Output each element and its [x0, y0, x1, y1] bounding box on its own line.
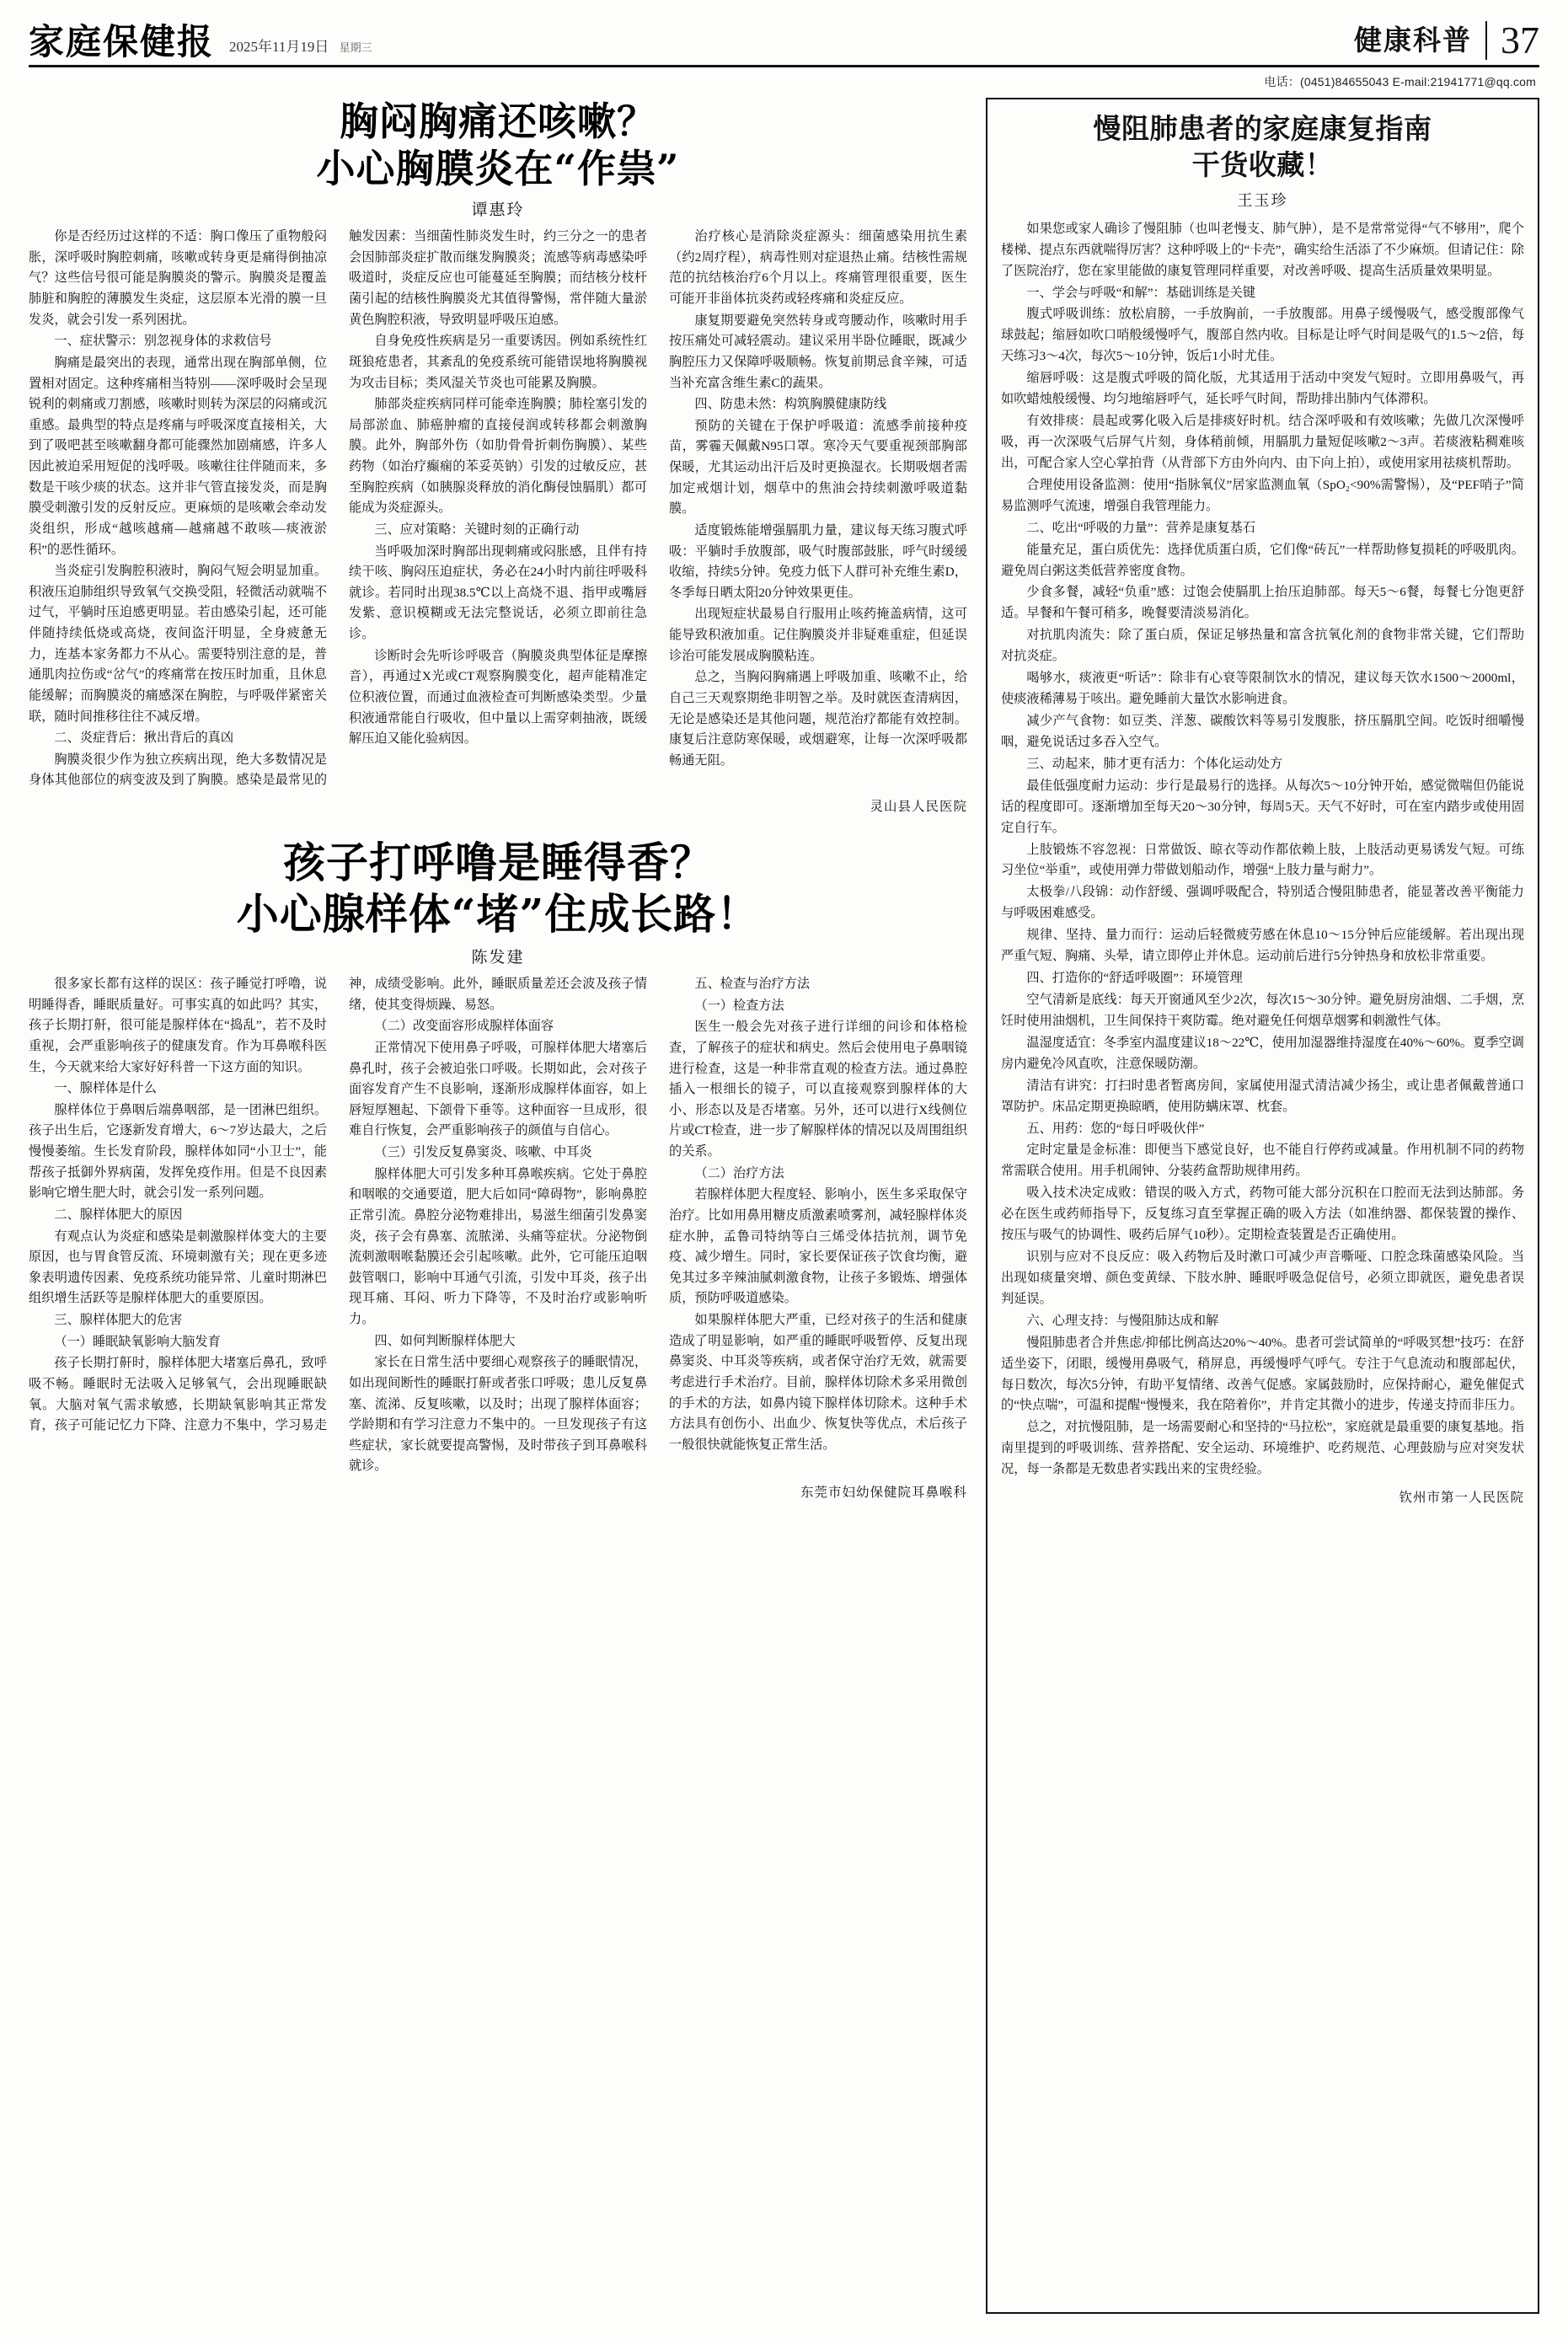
article1-para: 总之，当胸闷胸痛遇上呼吸加重、咳嗽不止，给自己三天观察期绝非明智之举。及时就医查清病因，无论是感染还是其他问题，规范治疗都能有效控制。康复后注意防寒保暖，或烟避寒，让每一次深呼吸都畅通无阻。: [669, 670, 967, 768]
sidebar-para: 最佳低强度耐力运动：步行是最易行的选择。从每次5～10分钟开始，感觉微喘但仍能说话的程度即可。逐渐增加至每天20～30分钟，每周5天。天气不好时，可在室内踏步或使用固定自行车。: [1001, 778, 1524, 835]
article1-para: 胸痛是最突出的表现，通常出现在胸部单侧，位置相对固定。这种疼痛相当特别——深呼吸时会呈现锐利的刺痛或刀割感，咳嗽时则转为深层的闷痛或沉重感。最典型的特点是疼痛与呼吸深度直接相关，大到了吸吧甚至咳嗽翻身都可能骤然加剧痛感，许多人因此被迫采用短促的浅呼吸。咳嗽往往伴随而来，多数是干咳少痰的状态。这并非气管直接发炎，而是胸膜受刺激引发的反射反应。更麻烦的是咳嗽会牵动发炎组织，形成“越咳越痛—越痛越不敢咳—痰液淤积”的恶性循环。: [29, 355, 327, 557]
article2-title-line2: 小心腺样体“堵”住成长路！: [236, 889, 760, 940]
sidebar-title-line1: 慢阻肺患者的家庭康复指南: [1093, 112, 1432, 145]
article2-para: （二）改变面容形成腺样体面容: [374, 1019, 554, 1034]
sidebar-para: 太极拳/八段锦：动作舒缓、强调呼吸配合，特别适合慢阻肺患者，能显著改善平衡能力与呼吸困难感受。: [1001, 885, 1524, 921]
sidebar-para: 总之，对抗慢阻肺，是一场需要耐心和坚持的“马拉松”，家庭就是最重要的康复基地。指南里提到的呼吸训练、营养搭配、安全运动、环境维护、吃药规范、心理鼓励与应对突发状况，每一条都是无数患者实践出来的宝贵经验。: [1001, 1420, 1524, 1477]
article1-source: 灵山县人民医院: [870, 800, 967, 815]
article2-para: 家长在日常生活中要细心观察孩子的睡眠情况，如出现间断性的睡眠打鼾或者张口呼吸；患儿反复鼻塞、流涕、反复咳嗽，以及时；出现了腺样体面容；学龄期和有学习注意力不集中的。一旦发现孩子有这些症状，家长就要提高警惕，及时带孩子到耳鼻喉科就诊。: [349, 1355, 647, 1474]
sidebar-para: 定时定量是金标准：即便当下感觉良好，也不能自行停药或减量。作用机制不同的药物常需联合使用。用手机闹钟、分装药盒帮助规律用药。: [1001, 1143, 1524, 1179]
article2-para: （一）检查方法: [694, 998, 784, 1013]
paper-name: 家庭保健报: [29, 21, 215, 62]
article1-byline: 谭惠玲: [471, 201, 525, 220]
sidebar-para: 识别与应对不良反应：吸入药物后及时漱口可减少声音嘶哑、口腔念珠菌感染风险。当出现如痰量突增、颜色变黄绿、下肢水肿、睡眠呼吸急促信号，必须立即就医，避免患者误判延误。: [1001, 1250, 1524, 1306]
article2-para: 孩子长期打鼾时，腺样体肥大堵塞后鼻孔，致呼吸不畅。睡眠时无法吸入足够氧气，会出现睡眠缺氧。大脑对氧气需求敏感，长期缺氧影响其正常发育，孩子可能记忆力下降、注意力不集中，学习易走神，成绩受影响。此外，睡眠质量差还会波及孩子情绪，使其变得烦躁、易怒。: [29, 977, 647, 1433]
article2-para: （三）引发反复鼻窦炎、咳嗽、中耳炎: [374, 1145, 592, 1160]
publish-date-text: 2025年11月19日: [229, 39, 329, 55]
sidebar-headline: [1001, 111, 1524, 184]
sidebar-para: 规律、坚持、量力而行：运动后轻微疲劳感在休息10～15分钟后应能缓解。若出现出现严重气短、胸痛、头晕，请立即停止并休息。运动前后进行5分钟热身和放松非常重要。: [1001, 928, 1524, 964]
publish-date: [229, 35, 372, 60]
sidebar-byline: 王玉珍: [1237, 191, 1288, 209]
article1-para: 康复期要避免突然转身或弯腰动作，咳嗽时用手按压痛处可减轻震动。建议采用半卧位睡眠，既减少胸腔压力又保障呼吸顺畅。恢复前期忌食辛辣，可适当补充富含维生素C的蔬果。: [669, 313, 967, 390]
article2-para: 若腺样体肥大程度轻、影响小，医生多采取保守治疗。比如用鼻用糖皮质激素喷雾剂，减轻腺样体炎症水肿，孟鲁司特纳等白三烯受体拮抗剂，调节免疫、减少增生。同时，家长要保证孩子饮食均衡，避免其过多辛辣油腻刺激食物，让孩子多锻炼、增强体质，预防呼吸道感染。: [669, 1187, 967, 1306]
sidebar-para: 对抗肌肉流失：除了蛋白质，保证足够热量和富含抗氧化剂的食物非常关键，它们帮助对抗炎症。: [1001, 628, 1524, 664]
article1-para: 当呼吸加深时胸部出现刺痛或闷胀感，且伴有持续干咳、胸闷压迫症状，务必在24小时内前往呼吸科就诊。若同时出现38.5℃以上高烧不退、指甲或嘴唇发紫、意识模糊或无法完整说话，必须立即前往急诊。: [349, 543, 647, 642]
article2-title-line1: 孩子打呼噜是睡得香？: [283, 838, 713, 888]
article2-body: [29, 974, 967, 1477]
article2-para: 正常情况下使用鼻子呼吸，可腺样体肥大堵塞后鼻孔时，孩子会被迫张口呼吸。长期如此，会对孩子面容发育产生不良影响，逐渐形成腺样体面容，如上唇短厚翘起、下颌骨下垂等。这种面容一旦成形，很难自行恢复，会严重影响孩子的颜值与自信心。: [349, 1040, 647, 1138]
article2-para: （一）睡眠缺氧影响大脑发育: [54, 1334, 221, 1349]
article2-para: 医生一般会先对孩子进行详细的问诊和体格检查，了解孩子的症状和病史。然后会使用电子鼻咽镜进行检查，这是一种非常直观的检查方法。通过鼻腔插入一根细长的镜子，可以直接观察到腺样体的大小、形态以及是否堵塞。另外，还可以进行X线侧位片或CT检查，进一步了解腺样体的情况以及周围组织的关系。: [669, 1020, 967, 1159]
sidebar-boxed-article: [986, 98, 1539, 2314]
article1-title-line1: 胸闷胸痛还咳嗽？: [340, 99, 656, 144]
article-adenoid: [29, 837, 967, 1501]
article1-para: 预防的关键在于保护呼吸道：流感季前接种疫苗，雾霾天佩戴N95口罩。寒冷天气要重视颈部胸部保暖，尤其运动出汗后及时更换湿衣。长期吸烟者需加定戒烟计划，烟草中的焦油会持续刺激呼吸道黏膜。: [669, 418, 967, 517]
article1-para: 自身免疫性疾病是另一重要诱因。例如系统性红斑狼疮患者，其紊乱的免疫系统可能错误地将胸膜视为攻击目标；类风湿关节炎也可能累及胸膜。: [349, 334, 647, 390]
sidebar-para: 慢阻肺患者合并焦虑/抑郁比例高达20%～40%。患者可尝试简单的“呼吸冥想”技巧：在舒适坐姿下，闭眼，缓慢用鼻吸气，稍屏息，再缓慢呼气呼气。专注于气息流动和腹部起伏，每日数次，每次5分钟，有助平复情绪、改善气促感。家属鼓励时，应保持耐心，避免催促式的“快点喘”，可温和提醒“慢慢来，我在陪着你”，并肯定其微小的进步，传递支持而非压力。: [1001, 1335, 1524, 1413]
article1-para: 肺部炎症疾病同样可能牵连胸膜；肺栓塞引发的局部淤血、肺癌肿瘤的直接侵润或转移都会刺激胸膜。此外，胸部外伤（如肋骨骨折刺伤胸膜）、某些药物（如治疗癫痫的苯妥英钠）引发的过敏反应，甚至胸腔疾病（如胰腺炎释放的消化酶侵蚀膈肌）都可能成为炎症源头。: [349, 397, 647, 516]
sidebar-para: 如果您或家人确诊了慢阻肺（也叫老慢支、肺气肿），是不是常常觉得“气不够用”，爬个楼梯、提点东西就喘得厉害？这种呼吸上的“卡壳”，确实给生活添了不少麻烦。但请记住：除了医院治疗，您在家里能做的康复管理同样重要，对改善呼吸、提高生活质量效果明显。: [1001, 221, 1524, 278]
sidebar-para: 三、动起来，肺才更有活力：个体化运动处方: [1026, 756, 1283, 771]
article1-headline: [29, 98, 967, 192]
sidebar-para: 缩唇呼吸：这是腹式呼吸的简化版，尤其适用于活动中突发气短时。立即用鼻吸气，再如吹蜡烛般缓慢、均匀地缩唇呼气，延长呼气时间，帮助排出肺内气体滞积。: [1001, 371, 1524, 407]
sidebar-para: 上肢锻炼不容忽视：日常做饭、晾衣等动作都依赖上肢，上肢活动更易诱发气短。可练习坐位“举重”，或使用弹力带做划船动作，增强“上肢力量与耐力”。: [1001, 842, 1524, 878]
article2-para: （二）治疗方法: [694, 1165, 784, 1181]
section-title: 健康科普: [1354, 24, 1472, 56]
sidebar-para: 五、用药：您的“每日呼吸伙伴”: [1026, 1121, 1205, 1136]
sidebar-para: 合理使用设备监测：使用“指脉氧仪”居家监测血氧（SpO₂<90%需警惕），及“PEF哨子”简易监测呼气流速，增强自我管理能力。: [1001, 477, 1524, 513]
article2-source: 东莞市妇幼保健院耳鼻喉科: [800, 1486, 967, 1501]
page-body: [29, 98, 1539, 2314]
sidebar-para: 六、心理支持：与慢阻肺达成和解: [1026, 1313, 1219, 1328]
article-separator: [29, 815, 967, 837]
contact-line: 电话：(0451)84655043 E-mail:21941771@qq.com: [1264, 75, 1536, 88]
article1-para: 适度锻炼能增强膈肌力量，建议每天练习腹式呼吸：平躺时手放腹部，吸气时腹部鼓胀，呼气时缓缓收缩，持续5分钟。免疫力低下人群可补充维生素D，冬季每日晒太阳20分钟效果更佳。: [669, 522, 967, 600]
sidebar-para: 一、学会与呼吸“和解”：基础训练是关键: [1026, 285, 1256, 300]
article1-title-line2: 小心胸膜炎在“作祟”: [316, 146, 680, 192]
sidebar-para: 空气清新是底线：每天开窗通风至少2次，每次15～30分钟。避免厨房油烟、二手烟，烹饪时使用油烟机，卫生间保持干爽防霉。绝对避免任何烟草烟雾和刺激性气体。: [1001, 992, 1524, 1028]
article1-para: 出现短症状最易自行服用止咳药掩盖病情，这可能导致积液加重。记住胸膜炎并非疑难重症，但延误诊治可能发展成胸膜粘连。: [669, 607, 967, 663]
article2-para: 一、腺样体是什么: [54, 1081, 157, 1096]
masthead: [29, 15, 1539, 67]
article1-para: 三、应对策略：关键时刻的正确行动: [374, 522, 580, 537]
sidebar-body: [1001, 219, 1524, 1480]
article2-para: 如果腺样体肥大严重，已经对孩子的生活和健康造成了明显影响，如严重的睡眠呼吸暂停、反复出现鼻窦炎、中耳炎等疾病，或者保守治疗无效，就需要考虑进行手术治疗。目前，腺样体切除术多采用微创的手术的方法，如鼻内镜下腺样体切除术。这种手术方法具有创伤小、出血少、恢复快等优点，术后孩子一般很快就能恢复正常生活。: [669, 1313, 967, 1452]
sidebar-title-line2: 干货收藏！: [1191, 147, 1334, 181]
article2-para: 腺样体肥大可引发多种耳鼻喉疾病。它处于鼻腔和咽喉的交通要道，肥大后如同“障碍物”，影响鼻腔正常引流。鼻腔分泌物难排出，易滋生细菌引发鼻窦炎，孩子会有鼻塞、流脓涕、头痛等症状。分泌物倒流刺激咽喉黏膜还会引起咳嗽。此外，它可能压迫咽鼓管咽口，影响中耳通气引流，引发中耳炎，孩子出现耳痛、耳闷、听力下降等，不及时治疗或影响听力。: [349, 1166, 647, 1327]
article1-body: [29, 227, 967, 791]
article1-para: 一、症状警示：别忽视身体的求救信号: [54, 334, 272, 349]
article2-para: 二、腺样体肥大的原因: [54, 1207, 183, 1222]
sidebar-para: 二、吃出“呼吸的力量”：营养是康复基石: [1026, 520, 1256, 535]
left-column-zone: [29, 98, 981, 1501]
sidebar-para: 有效排痰：晨起或雾化吸入后是排痰好时机。结合深呼吸和有效咳嗽；先做几次深慢呼吸，再一次深吸气后屏气片刻，身体稍前倾，用膈肌力量短促咳嗽2～3声。若痰液粘稠难咳出，可配合家人空心掌拍背（从背部下方由外向内、由下向上拍），或使用家用祛痰机帮助。: [1001, 414, 1524, 470]
sidebar-para: 吸入技术决定成败：错误的吸入方式，药物可能大部分沉积在口腔而无法到达肺部。务必在医生或药师指导下，反复练习直至掌握正确的吸入方法（如准纳器、都保装置的操作、按压与吸气的协调性、吸药后屏气10秒）。定期检查装置是否正确使用。: [1001, 1186, 1524, 1243]
sidebar-para: 清洁有讲究：打扫时患者暂离房间，家属使用湿式清洁减少扬尘，或让患者佩戴普通口罩防护。床品定期更换晾晒，使用防螨床罩、枕套。: [1001, 1078, 1524, 1114]
sidebar-para: 温湿度适宜：冬季室内温度建议18～22℃，使用加湿器维持湿度在40%～60%。夏季空调房内避免冷风直吹，注意保暖防潮。: [1001, 1035, 1524, 1071]
article1-para: 胸膜炎很少作为独立疾病出现，绝大多数情况是身体其他部位的病变波及到了胸膜。感染是最常见的触发因素：当细菌性肺炎发生时，约三分之一的患者会因肺部炎症扩散而继发胸膜炎；流感等病毒感染呼吸道时，炎症反应也可能蔓延至胸膜；而结核分枝杆菌引起的结核性胸膜炎尤其值得警惕，常伴随大量淤黄色胸腔积液，导致明显呼吸压迫感。: [29, 229, 647, 788]
article2-byline: 陈发建: [471, 949, 525, 967]
article2-para: 很多家长都有这样的误区：孩子睡觉打呼噜，说明睡得香，睡眠质量好。可事实真的如此吗？其实，孩子长期打鼾，很可能是腺样体在“捣乱”，若不及时重视，会严重影响孩子的健康发育。作为耳鼻喉科医生，今天就来给大家好好科普一下这方面的知识。: [29, 977, 327, 1074]
article2-para: 四、如何判断腺样体肥大: [374, 1333, 516, 1348]
sidebar-para: 腹式呼吸训练：放松肩膀，一手放胸前，一手放腹部。用鼻子缓慢吸气，感受腹部像气球鼓起；缩唇如吹口哨般缓慢呼气，腹部自然内收。目标是让呼气时间是吸气的1.5～2倍，每天练习3～4次，每次5～10分钟，饭后1小时尤佳。: [1001, 307, 1524, 364]
article2-para: 三、腺样体肥大的危害: [54, 1313, 183, 1328]
article2-para: 有观点认为炎症和感染是刺激腺样体变大的主要原因，也与胃食管反流、环境刺激有关；现在更多迹象表明遗传因素、免疫系统功能异常、儿童时期淋巴组织增生活跃等是腺样体肥大的重要原因。: [29, 1229, 327, 1306]
article1-para: 你是否经历过这样的不适：胸口像压了重物般闷胀，深呼吸时胸腔刺痛，咳嗽或转身更是痛得倒抽凉气？这些信号很可能是胸膜炎的警示。胸膜炎是覆盖肺脏和胸腔的薄膜发生炎症，这层原本光滑的膜一旦发炎，就会引发一系列困扰。: [29, 229, 327, 327]
sidebar-source: 钦州市第一人民医院: [1399, 1491, 1524, 1506]
sidebar-para: 喝够水，痰液更“听话”：除非有心衰等限制饮水的情况，建议每天饮水1500～2000ml，使痰液稀薄易于咳出。避免睡前大量饮水影响进食。: [1001, 671, 1524, 707]
article1-para: 四、防患未然：构筑胸膜健康防线: [694, 397, 887, 412]
article2-para: 五、检查与治疗方法: [694, 977, 811, 992]
page-number: 37: [1485, 21, 1539, 60]
article1-para: 当炎症引发胸腔积液时，胸闷气短会明显加重。积液压迫肺组织导致氧气交换受阻，轻微活动就喘不过气，平躺时压迫感更明显。若由感染引起，还可能伴随持续低烧或高烧，夜间盗汗明显，全身疲惫无力，连基本家务都力不从心。需要特别注意的是，普通肌肉拉伤或“岔气”的疼痛常在按压时加重，且休息能缓解；而胸膜炎的痛感深在胸腔，与呼吸伴紧密关联，随时间推移往往不减反增。: [29, 564, 327, 724]
sidebar-para: 少食多餐，减轻“负重”感：过饱会使膈肌上抬压迫肺部。每天5～6餐，每餐七分饱更舒适。早餐和午餐可稍多，晚餐要清淡易消化。: [1001, 585, 1524, 621]
article2-para: 腺样体位于鼻咽后端鼻咽部，是一团淋巴组织。孩子出生后，它逐新发育增大，6～7岁达最大，之后慢慢萎缩。生长发育阶段，腺样体如同“小卫士”，能帮孩子抵御外界病菌，发挥免疫作用。但是不良因素影响它增生肥大时，就会引发一系列问题。: [29, 1102, 327, 1201]
sidebar-para: 四、打造你的“舒适呼吸圈”：环境管理: [1026, 971, 1243, 986]
article1-para: 二、炎症背后：揪出背后的真凶: [54, 731, 234, 746]
sidebar-para: 能量充足，蛋白质优先：选择优质蛋白质，它们像“砖瓦”一样帮助修复损耗的呼吸肌肉。避免周白粥这类低营养密度食物。: [1001, 542, 1524, 578]
article2-headline: [29, 837, 967, 940]
article1-para: 治疗核心是消除炎症源头：细菌感染用抗生素（约2周疗程），病毒性则对症退热止痛。结核性需规范的抗结核治疗6个月以上。疼痛管理很重要，医生可能开非甾体抗炎药或轻疼痛和炎症反应。: [669, 229, 967, 307]
sidebar-para: 减少产气食物：如豆类、洋葱、碳酸饮料等易引发腹胀，挤压膈肌空间。吃饭时细嚼慢咽，避免说话过多吞入空气。: [1001, 713, 1524, 749]
article-chest-pleurisy: [29, 98, 967, 815]
article1-para: 诊断时会先听诊呼吸音（胸膜炎典型体征是摩擦音），再通过X光或CT观察胸膜变化，超声能精准定位积液位置，而通过血液检查可判断感染类型。少量积液通常能自行吸收，但中量以上需穿刺抽液，既缓解压迫又能化验病因。: [349, 648, 647, 747]
publish-weekday: 星期三: [339, 41, 372, 54]
